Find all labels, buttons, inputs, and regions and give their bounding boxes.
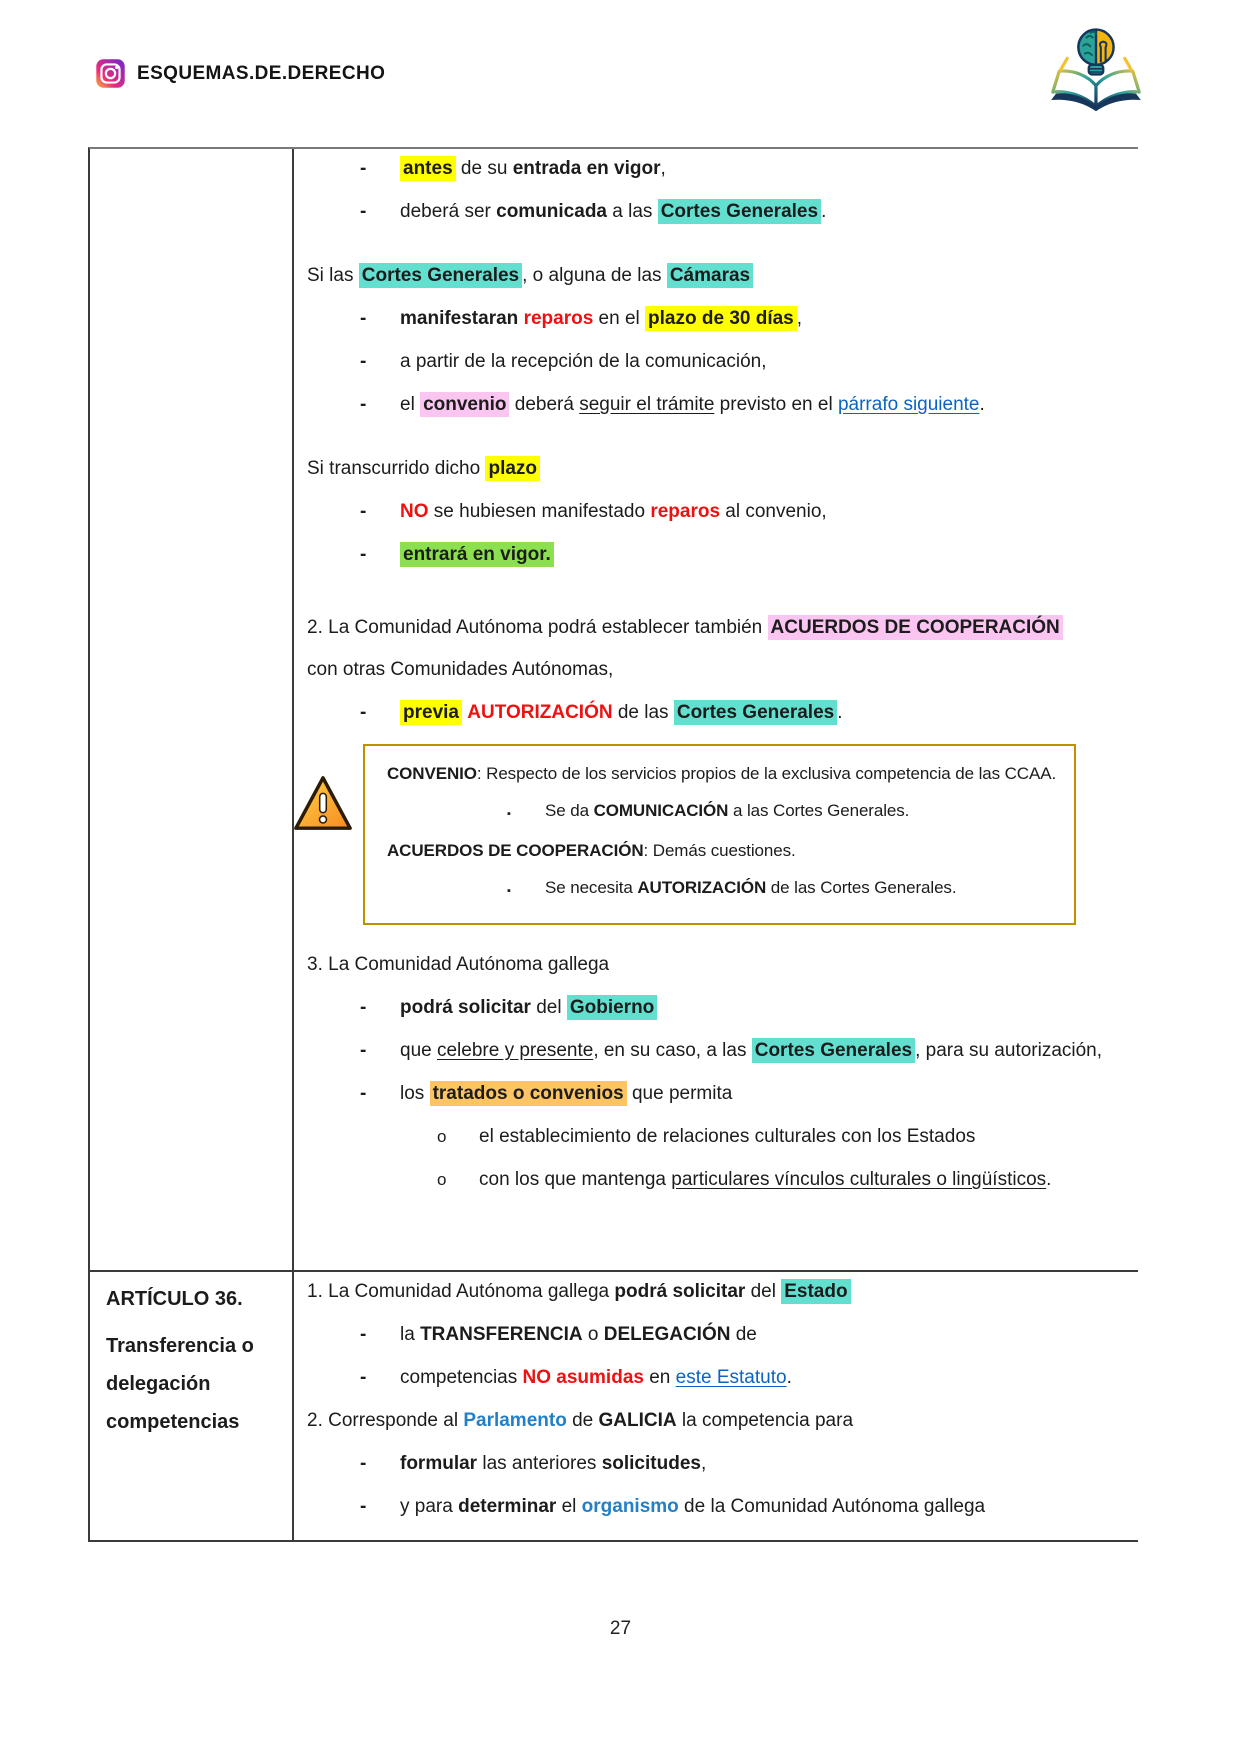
row1-text-block-top [307,157,1124,725]
text-segment: la competencia para [676,1410,854,1431]
text-line [307,1039,1124,1063]
page-number: 27 [609,1618,632,1639]
text-segment: de [566,1410,599,1431]
text-segment: a las Cortes Generales. [728,801,910,820]
text-segment: el [556,1496,582,1517]
text-segment: Se necesita [545,878,638,897]
text-segment: a las [607,201,658,222]
text-segment: convenio [420,392,509,417]
text-segment: seguir el trámite [579,394,715,415]
text-segment: de la Comunidad Autónoma gallega [678,1496,986,1517]
text-segment: del [530,997,567,1018]
dash-bullet-marker: - [360,394,367,415]
text-line [307,1082,1124,1106]
text-line [307,157,1124,181]
text-segment: deberá [509,394,580,415]
text-segment: organismo [581,1496,679,1517]
text-line [387,840,1056,862]
text-segment: celebre y presente [436,1040,594,1061]
text-line [307,500,1124,524]
text-segment: 3. La Comunidad Autónoma gallega [307,954,610,975]
dash-bullet-marker: - [360,544,367,565]
text-line [307,1323,1124,1347]
row1-content-cell [294,149,1138,1270]
text-line [307,1366,1124,1390]
dash-bullet-marker: - [360,1083,367,1104]
text-segment: de [730,1324,757,1345]
text-segment: ACUERDOS DE COOPERACIÓN [768,615,1063,640]
text-segment: previa [400,700,462,725]
text-segment: . [979,394,985,415]
text-segment: , o alguna de las [522,265,667,286]
text-line [307,1495,1124,1519]
text-segment: entrará en vigor. [400,542,554,567]
text-line [307,953,1124,977]
circle-bullet-marker: o [437,1170,447,1189]
text-segment: reparos [523,308,594,329]
text-segment: los [400,1083,430,1104]
text-segment: y para [400,1496,459,1517]
text-segment: competencias [400,1367,523,1388]
text-segment: , [796,308,803,329]
text-line [307,607,1065,691]
text-line [387,800,1056,825]
text-line [307,701,1124,725]
text-segment: 2. La Comunidad Autónoma podrá establecer también [307,617,768,638]
square-bullet-marker: ▪ [507,808,511,820]
text-segment: con otras Comunidades Autónomas, [307,659,614,680]
warning-callout [307,744,1064,925]
table-row [90,149,1138,1270]
text-segment: el [400,394,421,415]
text-segment: , [660,158,666,179]
text-segment: AUTORIZACIÓN [467,702,613,723]
circle-bullet-marker: o [437,1127,447,1146]
text-segment: : Demás cuestiones. [643,841,796,860]
text-segment: Estado [781,1279,850,1304]
dash-bullet-marker: - [360,158,367,179]
text-segment: con los que mantenga [479,1169,672,1190]
row1-left-cell [90,149,294,1270]
text-segment: que [400,1040,437,1061]
text-segment: , [700,1453,707,1474]
text-segment: Cortes Generales [674,700,837,725]
text-segment: que permita [626,1083,733,1104]
text-segment: de su [455,158,513,179]
article-36-content-cell [294,1272,1138,1540]
text-segment: podrá solicitar [614,1281,746,1302]
text-segment: plazo [485,456,540,481]
warning-note-box [363,744,1076,925]
dash-bullet-marker: - [360,201,367,222]
text-segment: formular [400,1453,478,1474]
content-table [88,147,1138,1542]
text-segment: ACUERDOS DE COOPERACIÓN [387,841,644,860]
text-segment: NO asumidas [522,1367,644,1388]
text-segment: DELEGACIÓN [603,1324,731,1345]
text-segment: determinar [458,1496,557,1517]
dash-bullet-marker: - [360,1496,367,1517]
text-segment: deberá ser [400,201,497,222]
text-segment: Gobierno [567,995,657,1020]
text-line [307,200,1124,224]
text-line [307,1409,1124,1433]
article-number: ARTÍCULO 36. [106,1288,243,1310]
text-segment: solicitudes [601,1453,701,1474]
table-row [90,1270,1138,1540]
text-segment: particulares vínculos culturales o lingüísticos [671,1169,1047,1190]
text-segment: NO [400,501,429,522]
text-segment: : Respecto de los servicios propios de la exclusiva competencia de las CCAA. [476,764,1057,783]
text-line [307,264,1124,288]
brain-bulb-open-book-logo [1048,14,1144,122]
text-segment: Cortes Generales [359,263,522,288]
dash-bullet-marker: - [360,501,367,522]
page-header [95,58,385,89]
text-segment: se hubiesen manifestado [428,501,651,522]
text-segment: , en su caso, a las [593,1040,752,1061]
text-segment: GALICIA [598,1410,677,1431]
text-line [307,307,1124,331]
text-segment: las anteriores [477,1453,602,1474]
text-segment: Si transcurrido dicho [307,458,486,479]
dash-bullet-marker: - [360,1040,367,1061]
text-segment: al convenio, [720,501,827,522]
text-segment: , para su autorización, [915,1040,1103,1061]
hyperlink[interactable]: este Estatuto [675,1367,787,1388]
text-segment: antes [400,156,456,181]
text-segment: del [745,1281,782,1302]
text-segment: o [582,1324,604,1345]
text-segment: AUTORIZACIÓN [637,878,767,897]
text-line [307,996,1124,1020]
text-line [307,393,1124,417]
text-segment: en [643,1367,676,1388]
text-segment: Cortes Generales [658,199,821,224]
text-line [307,457,1124,481]
text-segment: reparos [650,501,721,522]
text-segment: tratados o convenios [430,1081,627,1106]
article-36-header-cell [90,1272,294,1540]
text-segment: plazo de 30 días [645,306,797,331]
text-segment: . [1046,1169,1052,1190]
text-segment: el establecimiento de relaciones culturales con los Estados [479,1126,976,1147]
text-segment: en el [593,308,646,329]
row2-text-block [307,1280,1124,1519]
dash-bullet-marker: - [360,997,367,1018]
instagram-handle: ESQUEMAS.DE.DERECHO [137,62,386,84]
text-segment: CONVENIO [387,764,477,783]
square-bullet-marker: ▪ [507,885,511,897]
text-line [307,1280,1124,1304]
text-line [387,763,1056,785]
hyperlink[interactable]: párrafo siguiente [837,394,980,415]
text-segment: TRANSFERENCIA [420,1324,583,1345]
text-segment: COMUNICACIÓN [593,801,729,820]
text-segment: Cortes Generales [752,1038,915,1063]
text-segment: Cámaras [667,263,753,288]
text-line [387,877,1056,902]
text-segment: . [837,702,843,723]
text-line [307,1452,1124,1476]
text-line [307,350,1124,374]
text-line [307,1125,1124,1149]
text-segment: Parlamento [463,1410,567,1431]
dash-bullet-marker: - [360,351,367,372]
text-segment: entrada en vigor [512,158,661,179]
text-segment: a partir de la recepción de la comunicación, [400,351,767,372]
dash-bullet-marker: - [360,1453,367,1474]
text-segment: previsto en el [714,394,838,415]
dash-bullet-marker: - [360,308,367,329]
text-segment: . [786,1367,792,1388]
warning-triangle-icon [294,774,354,834]
text-segment: 2. Corresponde al [307,1410,464,1431]
text-segment: . [821,201,827,222]
text-segment: 1. La Comunidad Autónoma gallega [307,1281,615,1302]
text-segment: de las [612,702,674,723]
text-segment: de las Cortes Generales. [766,878,957,897]
instagram-icon [95,58,126,89]
text-line [307,543,1124,567]
text-segment: podrá solicitar [400,997,531,1018]
dash-bullet-marker: - [360,702,367,723]
text-line [307,1168,1124,1192]
text-segment: manifestaran [400,308,519,329]
text-segment: Si las [307,265,359,286]
dash-bullet-marker: - [360,1367,367,1388]
row1-text-block-bottom [307,953,1124,1192]
text-segment: Se da [545,801,594,820]
article-subtitle: Transferencia o delegación competencias [106,1335,254,1433]
text-segment: la [400,1324,421,1345]
dash-bullet-marker: - [360,1324,367,1345]
text-segment: comunicada [496,201,607,222]
